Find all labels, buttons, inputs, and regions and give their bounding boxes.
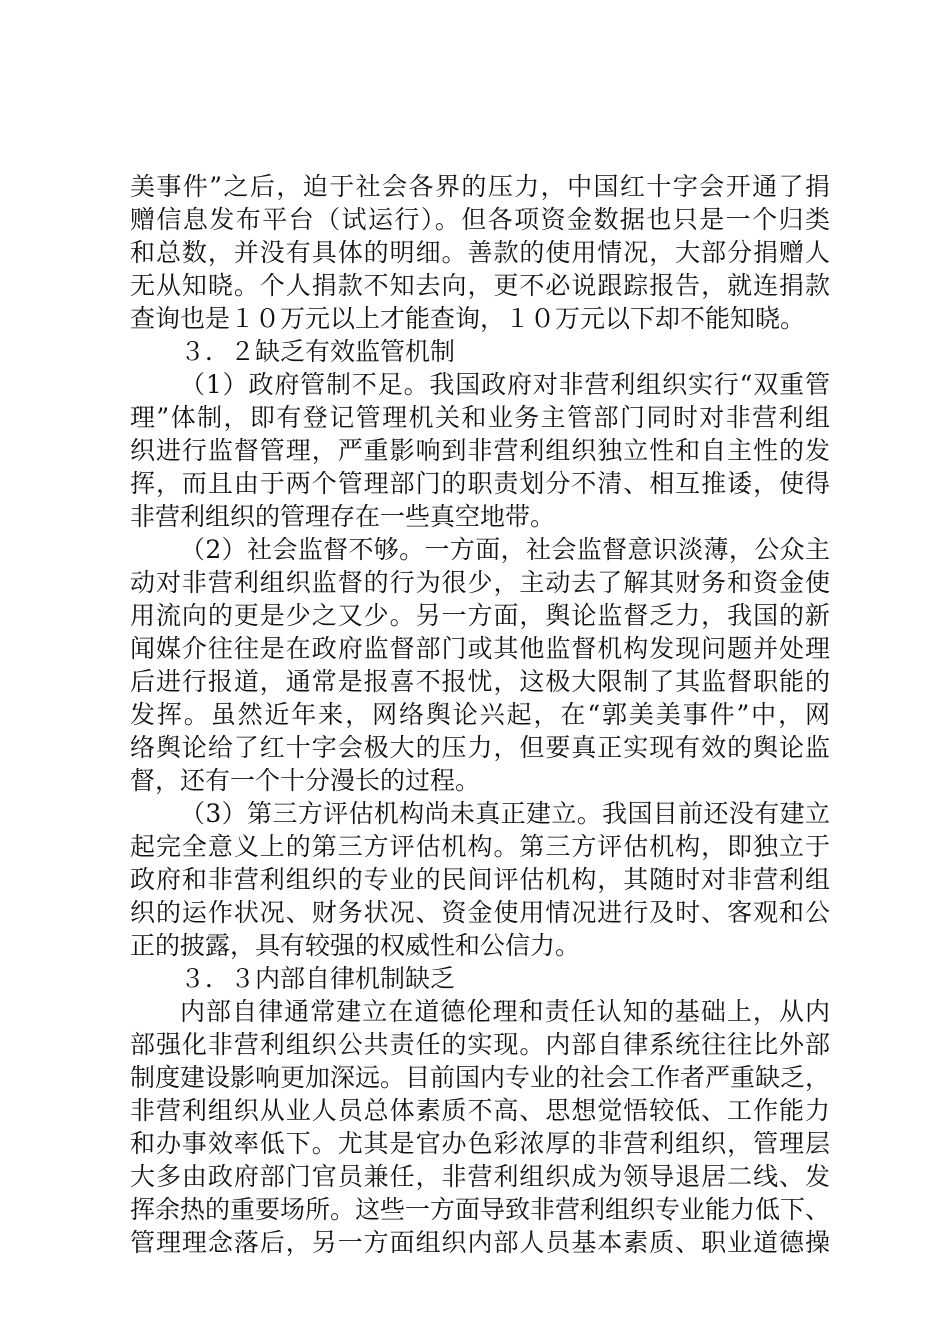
text-line: 起完全意义上的第三方评估机构。第三方评估机构，即独立于	[130, 832, 830, 861]
text-line: （1）政府管制不足。我国政府对非营利组织实行“双重管	[180, 370, 830, 399]
text-line: 络舆论给了红十字会极大的压力，但要真正实现有效的舆论监	[130, 733, 830, 762]
text-line: 赠信息发布平台（试运行）。但各项资金数据也只是一个归类	[130, 205, 830, 234]
section-heading: ３．２缺乏有效监管机制	[180, 337, 456, 366]
text-line: 部强化非营利组织公共责任的实现。内部自律系统往往比外部	[130, 1030, 830, 1059]
text-line: 查询也是１０万元以上才能查询，１０万元以下却不能知晓。	[130, 304, 806, 333]
text-line: 织进行监督管理，严重影响到非营利组织独立性和自主性的发	[130, 436, 830, 465]
text-line: 挥，而且由于两个管理部门的职责划分不清、相互推诿，使得	[130, 469, 830, 498]
section-heading: ３．３内部自律机制缺乏	[180, 964, 456, 993]
text-line: 大多由政府部门官员兼任，非营利组织成为领导退居二线、发	[130, 1162, 830, 1191]
text-line: 政府和非营利组织的专业的民间评估机构，其随时对非营利组	[130, 865, 830, 894]
text-line: 无从知晓。个人捐款不知去向，更不必说跟踪报告，就连捐款	[130, 271, 830, 300]
text-line: 闻媒介往往是在政府监督部门或其他监督机构发现问题并处理	[130, 634, 830, 663]
text-line: （2）社会监督不够。一方面，社会监督意识淡薄，公众主	[180, 535, 830, 564]
text-line: 管理理念落后，另一方面组织内部人员基本素质、职业道德操	[130, 1228, 830, 1257]
text-line: 美事件”之后，迫于社会各界的压力，中国红十字会开通了捐	[130, 172, 830, 201]
text-line: 内部自律通常建立在道德伦理和责任认知的基础上，从内	[180, 997, 830, 1026]
text-line: 和总数，并没有具体的明细。善款的使用情况，大部分捐赠人	[130, 238, 830, 267]
text-line: 织的运作状况、财务状况、资金使用情况进行及时、客观和公	[130, 898, 830, 927]
text-line: 正的披露，具有较强的权威性和公信力。	[130, 931, 581, 960]
body-text	[130, 170, 830, 1259]
text-line: 后进行报道，通常是报喜不报忧，这极大限制了其监督职能的	[130, 667, 830, 696]
text-line: 理”体制，即有登记管理机关和业务主管部门同时对非营利组	[130, 403, 830, 432]
text-line: 非营利组织从业人员总体素质不高、思想觉悟较低、工作能力	[130, 1096, 830, 1125]
text-line: 动对非营利组织监督的行为很少，主动去了解其财务和资金使	[130, 568, 830, 597]
text-line: 非营利组织的管理存在一些真空地带。	[130, 502, 556, 531]
text-line: （3）第三方评估机构尚未真正建立。我国目前还没有建立	[180, 799, 830, 828]
text-line: 督，还有一个十分漫长的过程。	[130, 766, 481, 795]
text-line: 制度建设影响更加深远。目前国内专业的社会工作者严重缺乏，	[130, 1063, 831, 1092]
text-line: 和办事效率低下。尤其是官办色彩浓厚的非营利组织，管理层	[130, 1129, 830, 1158]
text-line: 发挥。虽然近年来，网络舆论兴起，在“郭美美事件”中，网	[130, 700, 830, 729]
text-line: 用流向的更是少之又少。另一方面，舆论监督乏力，我国的新	[130, 601, 830, 630]
text-line: 挥余热的重要场所。这些一方面导致非营利组织专业能力低下、	[130, 1195, 831, 1224]
